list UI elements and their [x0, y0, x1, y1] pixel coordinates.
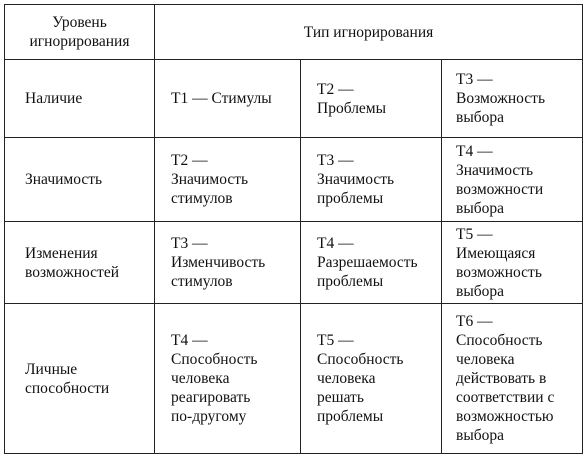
table-cell	[301, 304, 442, 454]
cell-line: действовать в	[456, 370, 547, 387]
row-level-line: способности	[25, 379, 110, 397]
table-row	[5, 138, 583, 222]
cell-line: Т3 —	[317, 152, 354, 169]
cell-line: Т1 — Стимулы	[171, 90, 272, 107]
row-level-line: Изменения	[25, 244, 98, 262]
cell-line: Значимость	[456, 161, 534, 179]
cell-line: Способность	[171, 351, 258, 368]
row-level-line: возможностей	[25, 263, 120, 281]
table-row	[5, 304, 583, 454]
cell-line: Т4 —	[317, 235, 354, 252]
cell-line: Т5 —	[456, 225, 493, 243]
table-cell	[301, 138, 442, 222]
table-cell	[442, 304, 583, 454]
cell-line: Значимость	[317, 171, 395, 188]
header-row	[5, 5, 583, 60]
cell-line: Т5 —	[317, 332, 354, 349]
table-row	[5, 222, 583, 304]
cell-line: выбора	[456, 427, 504, 444]
cell-line: Способность	[456, 332, 543, 349]
header-level-cell	[5, 5, 155, 60]
row-level-label	[5, 60, 155, 138]
cell-line: выбора	[456, 199, 504, 217]
cell-line: Т4 —	[171, 332, 208, 349]
cell-line: возможность	[456, 263, 542, 281]
cell-line: стимулов	[171, 273, 233, 290]
row-level-line: Личные	[25, 360, 78, 378]
cell-line: возможности	[456, 180, 544, 198]
table-cell	[155, 60, 301, 138]
cell-line: человека	[171, 370, 230, 387]
table-cell	[155, 304, 301, 454]
cell-line: Способность	[317, 351, 404, 368]
table-cell	[155, 138, 301, 222]
cell-line: человека	[456, 351, 515, 368]
cell-line: выбора	[456, 282, 504, 300]
cell-line: Т3 —	[171, 235, 208, 252]
header-level-line: Уровень	[52, 14, 107, 31]
row-level-label	[5, 304, 155, 454]
cell-line: Разрешаемость	[317, 254, 418, 271]
cell-line: соответствии с	[456, 389, 555, 406]
cell-line: по-другому	[171, 408, 247, 425]
table-cell	[301, 60, 442, 138]
table-cell	[442, 222, 583, 304]
cell-line: Т4 —	[456, 142, 493, 160]
table-cell	[155, 222, 301, 304]
ignoring-levels-table	[4, 4, 583, 454]
table-cell	[301, 222, 442, 304]
cell-line: Т2 —	[317, 80, 354, 98]
cell-line: стимулов	[171, 190, 233, 207]
table-cell	[442, 138, 583, 222]
cell-line: проблемы	[317, 408, 384, 425]
cell-line: проблемы	[317, 190, 384, 207]
table-cell	[442, 60, 583, 138]
row-level-label	[5, 138, 155, 222]
cell-line: возможностью	[456, 408, 554, 425]
cell-line: человека	[317, 370, 376, 387]
header-level-line: игнорирования	[29, 33, 130, 50]
cell-line: Возможность	[456, 90, 546, 107]
row-level-label	[5, 222, 155, 304]
table-row	[5, 60, 583, 138]
cell-line: Проблемы	[317, 99, 387, 117]
cell-line: выбора	[456, 109, 504, 126]
header-type-cell: Тип игнорирования	[155, 5, 583, 60]
cell-line: Изменчивость	[171, 254, 266, 271]
cell-line: решать	[317, 389, 364, 406]
cell-line: Т3 —	[456, 71, 493, 88]
cell-line: проблемы	[317, 273, 384, 290]
cell-line: Т6 —	[456, 313, 493, 330]
cell-line: Имеющаяся	[456, 244, 536, 262]
row-level-line: Наличие	[25, 90, 83, 107]
cell-line: реагировать	[171, 389, 251, 406]
cell-line: Значимость	[171, 171, 249, 188]
cell-line: Т2 —	[171, 152, 208, 169]
row-level-line: Значимость	[25, 171, 103, 188]
